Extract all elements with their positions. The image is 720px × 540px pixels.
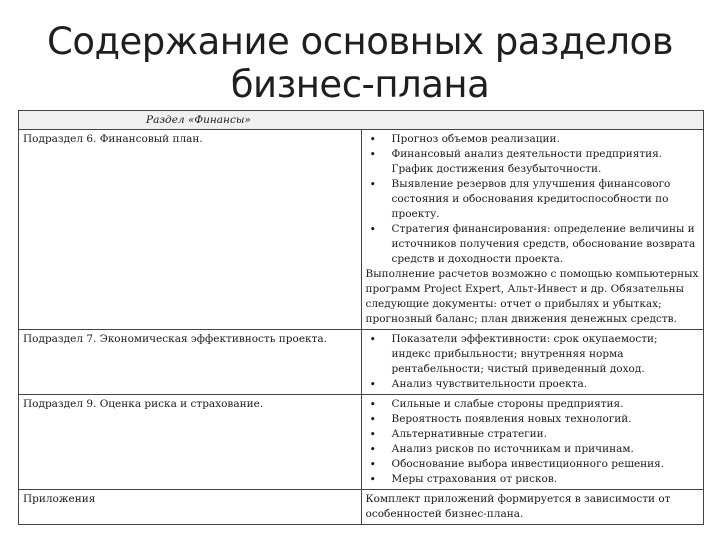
bullet-list (366, 332, 700, 392)
list-item: • Анализ чувствительности проекта. (392, 377, 700, 392)
table-header-row (19, 111, 704, 130)
list-item: • Вероятность появления новых технологий. (392, 412, 700, 427)
slide-title (0, 20, 720, 106)
list-item: • Анализ рисков по источникам и причинам. (392, 442, 700, 457)
subsection-label: Подраздел 6. Финансовый план. (19, 130, 362, 330)
subsection-label: Подраздел 9. Оценка риска и страхование. (19, 395, 362, 490)
list-item: • Стратегия финансирования: определение величины и источников получения средств, обоснование возврата средств и доходности проекта. (392, 222, 700, 267)
list-item: • Показатели эффективности: срок окупаемости; индекс прибыльности; внутренняя норма рентабельности; чистый приведенный доход. (392, 332, 700, 377)
subsection-content (361, 330, 704, 395)
slide-title-line-1: Содержание основных разделов (46, 20, 674, 63)
slide-title-line-2: бизнес-плана (230, 63, 490, 106)
subsection-label: Приложения (19, 490, 362, 525)
subsection-content (361, 395, 704, 490)
table-row (19, 395, 704, 490)
list-item: • Прогноз объемов реализации. (392, 132, 700, 147)
bullet-list (366, 132, 700, 267)
table-row (19, 130, 704, 330)
subsection-label: Подраздел 7. Экономическая эффективность проекта. (19, 330, 362, 395)
list-item: • Обоснование выбора инвестиционного решения. (392, 457, 700, 472)
list-item: • Меры страхования от рисков. (392, 472, 700, 487)
bullet-list (366, 397, 700, 487)
table-header-finance: Раздел «Финансы» (19, 111, 704, 130)
list-item: • Финансовый анализ деятельности предприятия. График достижения безубыточности. (392, 147, 700, 177)
note-paragraph: Выполнение расчетов возможно с помощью компьютерных программ Project Expert, Альт-Инвест и др. Обязательны следующие документы: отчет о прибылях и убытках; прогнозный баланс; план движения денежных средств. (365, 268, 699, 325)
subsection-content: Комплект приложений формируется в зависимости от особенностей бизнес-плана. (361, 490, 704, 525)
list-item: • Альтернативные стратегии. (392, 427, 700, 442)
table-row (19, 490, 704, 525)
list-item: • Выявление резервов для улучшения финансового состояния и обоснования кредитоспособности по проекту. (392, 177, 700, 222)
sections-table (18, 110, 704, 525)
table-row (19, 330, 704, 395)
subsection-content (361, 130, 704, 330)
list-item: • Сильные и слабые стороны предприятия. (392, 397, 700, 412)
